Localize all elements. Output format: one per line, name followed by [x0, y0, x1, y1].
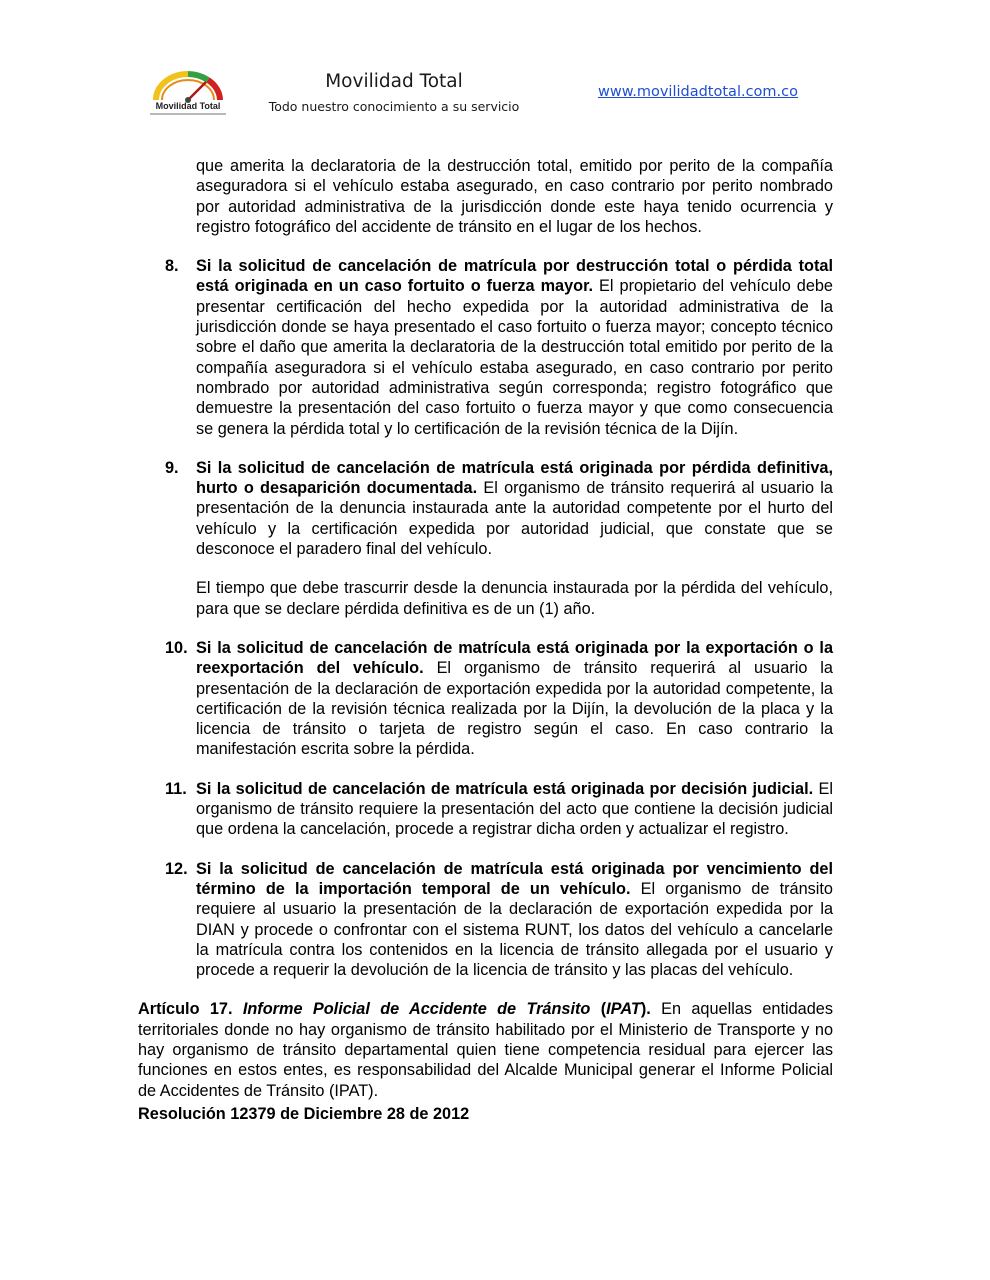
website-link[interactable]: www.movilidadtotal.com.co: [598, 84, 798, 100]
item-paragraph: [196, 859, 833, 981]
item-number: 9.: [165, 458, 179, 477]
item-heading: Si la solicitud de cancelación de matrícula por destrucción total o pérdida total está originada en un caso fortuito o fuerza mayor.: [196, 257, 833, 296]
list-item-10: [165, 638, 833, 760]
logo-wordmark: Movilidad Total: [155, 101, 221, 111]
article-17-paragraph: [138, 999, 833, 1100]
item-number: 8.: [165, 257, 179, 276]
list-item-12: [165, 859, 833, 981]
item-paragraph: [196, 458, 833, 559]
list-item-8: [165, 256, 833, 439]
item-paragraph: [196, 256, 833, 439]
resolution-footer: Resolución 12379 de Diciembre 28 de 2012: [138, 1104, 470, 1123]
item-text: El organismo de tránsito requerirá al usuario la presentación de la denuncia instaurada ante la autoridad competente por el hurto del vehículo y la certificación expedida por autoridad judicial, que constate que se desconoce el paradero final del vehículo.: [196, 479, 833, 559]
list-item-9: [165, 458, 833, 559]
item-heading: Si la solicitud de cancelación de matrícula está originada por la exportación o la reexportación del vehículo.: [196, 638, 833, 678]
speedometer-logo-icon: [142, 66, 234, 106]
article-label: Artículo 17.: [138, 1000, 233, 1019]
article-title: Informe Policial de Accidente de Tránsito: [242, 1000, 591, 1019]
movilidad-total-logo: [142, 66, 234, 120]
item-text: El organismo de tránsito requiere al usuario la presentación de la declaración de exportación expedida por la DIAN y procede o confrontar con el sistema RUNT, los datos del vehículo a cancelarle la matrícula contra los contenidos en la licencia de tránsito allegada por el usuario y procede a requerir la devolución de la licencia de tránsito y las placas del vehículo.: [196, 879, 833, 980]
header-subtitle: Todo nuestro conocimiento a su servicio: [268, 99, 520, 114]
item-heading: Si la solicitud de cancelación de matrícula está originada por pérdida definitiva, hurto o desaparición documentada.: [196, 458, 833, 498]
item-number: 12.: [165, 859, 188, 878]
item-heading: Si la solicitud de cancelación de matrícula está originada por vencimiento del término de la importación temporal de un vehículo.: [196, 859, 833, 898]
item-number: 11.: [165, 779, 187, 798]
item-heading: Si la solicitud de cancelación de matrícula está originada por decisión judicial.: [196, 779, 814, 798]
list-item-11: [165, 779, 833, 840]
item-paragraph: [196, 638, 833, 760]
article-abbr: IPAT: [606, 1000, 641, 1019]
article-paren-open: (: [590, 1000, 607, 1019]
logo-tagline-bar: [150, 113, 226, 115]
header-title: Movilidad Total: [325, 71, 463, 92]
item-text: El organismo de tránsito requerirá al usuario la presentación de la declaración de exportación expedida por la autoridad competente, la certificación de la revisión técnica realizada por la Dijín, la devolución de la placa y la licencia de tránsito o tarjeta de registro según el caso. En caso contrario la manifestación escrita sobre la pérdida.: [196, 659, 833, 759]
intro-paragraph: que amerita la declaratoria de la destrucción total, emitido por perito de la compañía aseguradora si el vehículo estaba asegurado, en caso contrario por perito nombrado por autoridad administrativa de la jurisdicción donde este haya tenido ocurrencia y registro fotográfico del accidente de tránsito en el lugar de los hechos.: [196, 157, 833, 236]
item-9-extra-paragraph: El tiempo que debe trascurrir desde la denuncia instaurada por la pérdida del vehículo, para que se declare pérdida definitiva es de un (1) año.: [196, 579, 833, 618]
item-paragraph: [196, 779, 833, 840]
item-text: El propietario del vehículo debe presentar certificación del hecho expedida por la autoridad administrativa de la jurisdicción donde se haya presentado el caso fortuito o fuerza mayor; concepto técnico sobre el daño que amerita la declaratoria de la destrucción total emitido por perito de la compañía aseguradora si el vehículo estaba asegurado, en caso contrario por perito nombrado por autoridad administrativa según corresponda; registro fotográfico que demuestre la presentación del caso fortuito o fuerza mayor y que como consecuencia se genera la pérdida total y lo certificación de la revisión técnica de la Dijín.: [196, 277, 833, 438]
article-text: En aquellas entidades territoriales donde no hay organismo de tránsito habilitado por el Ministerio de Transporte y no hay organismo de tránsito departamental quien tiene competencia residual para ejercer las funciones en estos entes, es responsabilidad del Alcalde Municipal generar el Informe Policial de Accidentes de Tránsito (IPAT).: [138, 1000, 833, 1100]
page-header: [0, 0, 990, 140]
article-paren-close: ).: [640, 1000, 651, 1019]
item-text: El organismo de tránsito requiere la presentación del acto que contiene la decisión judicial que ordena la cancelación, procede a registrar dicha orden y actualizar el registro.: [196, 779, 833, 839]
item-number: 10.: [165, 638, 188, 657]
document-body: [0, 156, 990, 1124]
